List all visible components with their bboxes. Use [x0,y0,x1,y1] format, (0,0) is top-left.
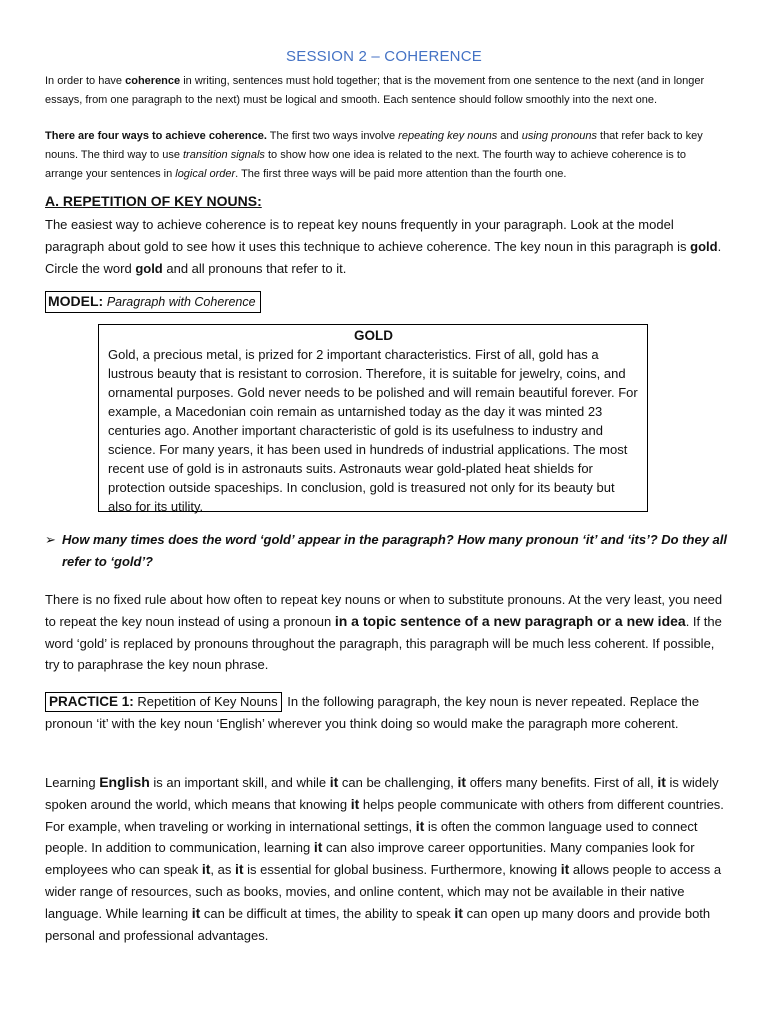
intro-italic: repeating key nouns [398,130,498,142]
exercise-text: allows people to access a wider range of resources, such as books, movies, and online content, which may not be available in their native language. While learning [45,862,722,921]
intro-paragraph-coherence [45,72,725,110]
rule-text: There is no fixed rule about how often to repeat key nouns or when to substitute pronouns. At the very least, you need to repeat the key noun instead of using a pronoun [45,592,723,629]
exercise-key-word: it [329,774,339,790]
arrow-bullet-icon: ➢ [45,532,56,547]
model-paragraph-box [98,324,648,512]
model-paragraph-text: Gold, a precious metal, is prized for 2 important characteristics. First of all, gold has a lustrous beauty that is resistant to corrosion. Therefore, it is suitable for jewelry, coins, and ornamental purposes. Gold never needs to be polished and will remain beautiful forever. For example, a Macedonian coin remain as untarnished today as the day it was minted 23 centuries ago. Another important characteristic of gold is its usefulness to industry and science. For many years, it has been used in hundreds of industrial applications. The most recent use of gold is in astronauts suits. Astronauts wear gold-plated heat shields for protection outside spaceships. In conclusion, gold is treasured not only for its beauty but also for its utility. [108,347,638,514]
model-label-italic: Paragraph with Coherence [106,295,256,309]
exercise-paragraph [45,772,725,946]
model-paragraph-title: GOLD [354,328,393,343]
practice-instruction: In the following paragraph, the key noun is never repeated. Replace the pronoun ‘it’ with the key noun ‘English’ wherever you think doing so would make the paragraph more coherent. [45,694,700,731]
exercise-key-word: it [457,774,467,790]
exercise-text: Learning [45,775,100,790]
intro-text: and [497,130,522,142]
exercise-key-word: English [99,774,150,790]
practice-label-text: Repetition of Key Nouns [137,694,278,709]
exercise-key-word: it [191,904,201,921]
intro-text: In order to have [45,75,126,87]
intro-bold-term: coherence [125,75,181,87]
page-title: SESSION 2 – COHERENCE [286,48,482,65]
exercise-text: is essential for global business. Furthermore, knowing [243,862,561,878]
practice-label-bold: PRACTICE 1: [49,694,134,709]
section-heading: A. REPETITION OF KEY NOUNS: [45,193,262,209]
four-ways-bold: There are four ways to achieve coherence. [45,130,267,142]
intro-italic: transition signals [183,149,265,161]
rule-text: . If the word ‘gold’ is replaced by pronouns throughout the paragraph, this paragraph will be much less coherent. If possible, try to paraphrase the key noun phrase. [45,613,722,673]
model-label-box [45,291,261,313]
exercise-key-word: it [415,817,425,834]
intro-paragraph-four-ways [45,127,725,184]
exercise-key-word: it [201,861,211,878]
section-a-paragraph [45,214,725,279]
intro-text: . The first three ways will be paid more attention than the fourth one. [235,168,567,180]
section-text: . Circle the word [45,238,722,276]
exercise-key-word: it [313,839,323,856]
exercise-key-word: it [234,861,244,878]
key-noun-bold: gold [135,260,163,276]
exercise-text: is often the common language used to connect people. In addition to communication, learning [45,818,698,856]
model-label-bold: MODEL: [48,293,104,309]
exercise-text: offers many benefits. First of all, [466,775,658,790]
exercise-key-word: it [657,774,666,790]
exercise-text: can open up many doors and provide both personal and professional advantages. [45,905,711,943]
exercise-text: is widely spoken around the world, which means that knowing [45,775,719,812]
intro-italic: using pronouns [521,130,597,142]
intro-text: The first two ways involve [266,130,399,142]
exercise-text: helps people communicate with others from different countries. For example, when traveling or working in international settings, [45,796,724,834]
exercise-text: is an important skill, and while [149,775,330,790]
exercise-key-word: it [350,795,360,812]
key-noun-bold: gold [690,238,718,254]
exercise-text: can be difficult at times, the ability to speak [200,905,455,921]
exercise-key-word: it [454,904,463,921]
section-text: The easiest way to achieve coherence is to repeat key nouns frequently in your paragraph. Look at the model paragraph about gold to see how it uses this technique to achieve coherence. The key noun in this paragraph is [45,217,691,254]
practice-paragraph [45,691,725,735]
intro-italic: logical order [175,168,236,180]
intro-text: in writing, sentences must hold together; that is the movement from one sentence to the next (and in longer essays, from one paragraph to the next) must be logical and smooth. Each sentence should follow smoothly into the next one. [45,75,705,106]
exercise-text: can be challenging, [338,775,458,790]
rule-paragraph [45,589,725,676]
intro-text: that refer back to key nouns. The third way to use [45,130,703,161]
exercise-text: , as [210,862,235,878]
practice-label-box [45,692,282,712]
rule-bold: in a topic sentence of a new paragraph or a new idea [334,612,686,629]
intro-text: to show how one idea is related to the next. The fourth way to achieve coherence is to arrange your sentences in [45,149,687,180]
exercise-text: can also improve career opportunities. Many companies look for employees who can speak [45,840,695,878]
section-text: and all pronouns that refer to it. [162,260,347,276]
exercise-key-word: it [560,861,570,878]
question-text: How many times does the word ‘gold’ appear in the paragraph? How many pronoun ‘it’ and ‘its’? Do they all refer to ‘gold’? [62,532,727,569]
